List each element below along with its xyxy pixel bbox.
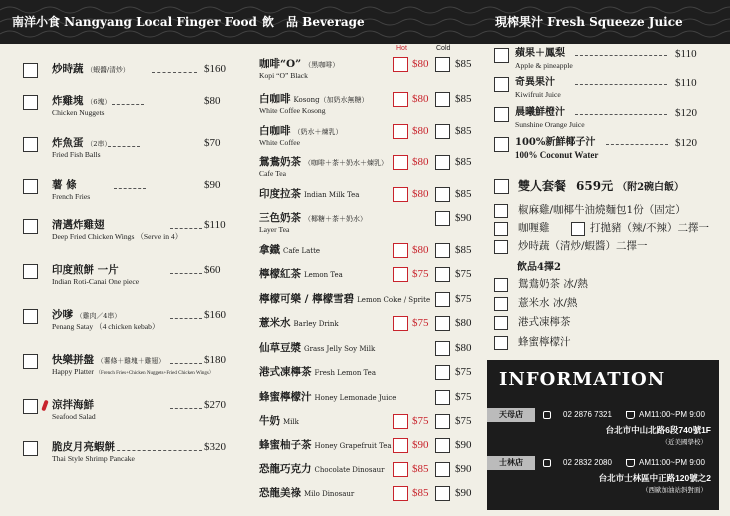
- beverage-note: （咖啡＋茶＋奶水＋煉乳）: [304, 159, 388, 167]
- section-beverage-title: 飲 品 Beverage: [262, 15, 365, 29]
- cold-checkbox[interactable]: [435, 124, 450, 139]
- hot-checkbox[interactable]: [393, 187, 408, 202]
- hot-price: $80: [412, 125, 429, 137]
- item-price: $110: [204, 219, 226, 231]
- leader-line: [575, 84, 667, 85]
- drink-checkbox[interactable]: [494, 316, 508, 330]
- item-name-zh: [52, 400, 94, 411]
- beverage-note: Indian Milk Tea: [304, 191, 360, 199]
- juice-checkbox[interactable]: [494, 77, 509, 92]
- item-zh-note: （雞肉／4串）: [76, 312, 122, 320]
- hot-checkbox[interactable]: [393, 57, 408, 72]
- information-panel: [487, 360, 719, 510]
- branch-hours: AM11:00~PM 9:00: [639, 410, 705, 419]
- leader-line: [170, 318, 202, 319]
- beverage-note: Lemon Coke / Sprite: [357, 296, 431, 304]
- branch-phone: 02 2832 2080: [563, 458, 612, 467]
- beverage-en: White Coffee Kosong: [259, 106, 326, 115]
- item-en: Happy Platter: [52, 367, 94, 376]
- item-en-note: （French Fries+Chicken Nuggets+Fried Chicken Wings）: [95, 371, 214, 376]
- item-name-zh: [52, 138, 111, 149]
- branch-hours: AM11:00~PM 9:00: [639, 458, 705, 467]
- cold-price: $85: [455, 125, 472, 137]
- item-zh: 炒時蔬: [52, 63, 84, 75]
- cold-checkbox[interactable]: [435, 486, 450, 501]
- beverage-note: Fresh Lemon Tea: [314, 369, 376, 377]
- beverage-name: [259, 294, 430, 305]
- item-name-en: [52, 233, 182, 241]
- branch-name: 士林店: [487, 456, 535, 470]
- beverage-zh: 咖啡“O”: [259, 58, 302, 70]
- set-drink: 薏米水 冰/熱: [518, 297, 578, 309]
- beverage-zh: 蜂蜜柚子茶: [259, 439, 312, 451]
- cold-checkbox[interactable]: [435, 316, 450, 331]
- set-drink-title: 飲品4擇2: [517, 262, 561, 273]
- cold-checkbox[interactable]: [435, 292, 450, 307]
- item-checkbox[interactable]: [23, 264, 38, 279]
- hot-price: $80: [412, 156, 429, 168]
- beverage-zh: 三色奶茶: [259, 212, 301, 224]
- juice-en: 100% Coconut Water: [515, 150, 599, 160]
- item-name-en: [52, 151, 101, 159]
- item-zh: 炸雞塊: [52, 95, 84, 107]
- set-checkbox[interactable]: [494, 179, 509, 194]
- cold-price: $85: [455, 58, 472, 70]
- leader-line: [170, 363, 202, 364]
- beverage-zh: 恐龍巧克力: [259, 463, 312, 475]
- item-name-en: [52, 455, 135, 463]
- juice-zh: 晨曦鮮橙汁: [515, 107, 565, 118]
- hot-checkbox[interactable]: [393, 316, 408, 331]
- beverage-name: [259, 157, 388, 168]
- beverage-name: [259, 189, 359, 200]
- beverage-zh: 港式凍檸茶: [259, 366, 312, 378]
- cold-checkbox[interactable]: [435, 211, 450, 226]
- beverage-note: Cafe Latte: [283, 247, 321, 255]
- item-zh: 快樂拼盤: [52, 354, 94, 366]
- branch-note: （西歐加油站斜對面）: [642, 487, 707, 494]
- leader-line: [170, 408, 202, 409]
- coffee-icon: [626, 411, 635, 419]
- beverage-zh: 牛奶: [259, 415, 280, 427]
- hot-checkbox[interactable]: [393, 243, 408, 258]
- item-en: Fried Fish Balls: [52, 150, 101, 159]
- set-drink: 蜂蜜檸檬汁: [518, 336, 571, 348]
- item-en: Chicken Nuggets: [52, 108, 105, 117]
- cold-price: $75: [455, 293, 472, 305]
- set-note: （附2碗白飯）: [617, 182, 685, 193]
- info-title: INFORMATION: [499, 369, 666, 390]
- item-en: Thai Style Shrimp Pancake: [52, 454, 135, 463]
- cold-checkbox[interactable]: [435, 243, 450, 258]
- beverage-name: [259, 126, 343, 137]
- item-en: Penang Satay （4 chicken kebab）: [52, 322, 160, 331]
- chili-icon: [41, 400, 49, 412]
- item-price: $160: [204, 63, 226, 75]
- hot-checkbox[interactable]: [393, 486, 408, 501]
- item-en: French Fries: [52, 192, 91, 201]
- beverage-name: [259, 245, 320, 256]
- beverage-zh: 白咖啡: [259, 93, 291, 105]
- cold-price: $90: [455, 212, 472, 224]
- cold-price: $75: [455, 415, 472, 427]
- item-checkbox[interactable]: [23, 354, 38, 369]
- beverage-name: [259, 59, 339, 70]
- beverage-name: [259, 464, 385, 475]
- item-checkbox[interactable]: [23, 441, 38, 456]
- beverage-zh: 印度拉茶: [259, 188, 301, 200]
- cold-price: $85: [455, 156, 472, 168]
- set-drink: 港式凍檸茶: [518, 316, 571, 328]
- item-name-en: [52, 278, 139, 286]
- section-finger-food-title: 南洋小食 Nangyang Local Finger Food: [12, 15, 257, 29]
- beverage-note: Milk: [283, 418, 299, 426]
- branch-phone: 02 2876 7321: [563, 410, 612, 419]
- branch-name: 天母店: [487, 408, 535, 422]
- cold-checkbox[interactable]: [435, 267, 450, 282]
- cold-checkbox[interactable]: [435, 438, 450, 453]
- beverage-name: [259, 440, 392, 451]
- juice-checkbox[interactable]: [494, 107, 509, 122]
- beverage-zh: 檸檬紅茶: [259, 268, 301, 280]
- beverage-name: [259, 269, 343, 280]
- leader-line: [170, 228, 202, 229]
- cold-price: $90: [455, 487, 472, 499]
- drink-checkbox[interactable]: [494, 297, 508, 311]
- leader-line: [575, 55, 667, 56]
- set-line: 炒時蔬（清炒/蝦醬）二擇一: [518, 240, 648, 252]
- beverage-name: [259, 416, 299, 427]
- beverage-note: Honey Lemonade Juice: [314, 394, 397, 402]
- beverage-en: Layer Tea: [259, 225, 290, 234]
- item-name-zh: [52, 355, 165, 366]
- cold-price: $85: [455, 188, 472, 200]
- cold-checkbox[interactable]: [435, 414, 450, 429]
- cold-checkbox[interactable]: [435, 187, 450, 202]
- beverage-note: Chocolate Dinosaur: [314, 466, 385, 474]
- beverage-note: Grass Jelly Soy Milk: [304, 345, 376, 353]
- item-zh: 炸魚蛋: [52, 137, 84, 149]
- set-title: 雙人套餐: [518, 179, 567, 193]
- beverage-zh: 恐龍美祿: [259, 487, 301, 499]
- cold-checkbox[interactable]: [435, 462, 450, 477]
- item-name-zh: [52, 220, 105, 231]
- phone-icon: [543, 411, 551, 419]
- item-en: Seafood Salad: [52, 412, 96, 421]
- beverage-name: [259, 94, 369, 105]
- cold-price: $80: [455, 317, 472, 329]
- leader-line: [108, 146, 140, 147]
- cold-price: $85: [455, 244, 472, 256]
- item-name-en: [52, 368, 214, 376]
- coffee-icon: [626, 459, 635, 467]
- cold-checkbox[interactable]: [435, 92, 450, 107]
- item-name-en: [52, 413, 96, 421]
- hot-price: $80: [412, 188, 429, 200]
- beverage-zh: 蜂蜜檸檬汁: [259, 391, 312, 403]
- beverage-zh: 鴛鴦奶茶: [259, 156, 301, 168]
- cold-price: $75: [455, 366, 472, 378]
- branch-address: 台北市中山北路6段740號1F: [605, 425, 711, 435]
- item-name-en: [52, 109, 105, 117]
- juice-en: Apple & pineapple: [515, 61, 573, 70]
- hot-checkbox[interactable]: [393, 92, 408, 107]
- cold-price: $75: [455, 268, 472, 280]
- hot-price: $75: [412, 415, 429, 427]
- set-drink: 鴛鴦奶茶 冰/熱: [518, 278, 588, 290]
- item-price: $60: [204, 264, 221, 276]
- juice-zh: 奇異果汁: [515, 77, 555, 88]
- item-name-zh: [52, 96, 111, 107]
- leader-line: [170, 273, 202, 274]
- leader-line: [112, 104, 144, 105]
- item-price: $70: [204, 137, 221, 149]
- leader-line: [112, 450, 202, 451]
- beverage-note: （黑咖啡）: [304, 61, 340, 69]
- beverage-name: [259, 392, 396, 403]
- header-bar: [0, 0, 730, 44]
- beverage-note: Milo Dinosaur: [304, 490, 355, 498]
- juice-zh: 蘋果＋鳳梨: [515, 48, 565, 59]
- hot-price: $75: [412, 268, 429, 280]
- hot-checkbox[interactable]: [393, 155, 408, 170]
- set-line: 椒麻雞/咖椰牛油燒麵包1份（固定）: [518, 204, 686, 216]
- beverage-zh: 仙草豆漿: [259, 342, 301, 354]
- juice-price: $110: [675, 77, 697, 89]
- juice-price: $120: [675, 107, 697, 119]
- hot-price: $80: [412, 58, 429, 70]
- beverage-zh: 檸檬可樂 / 檸檬雪碧: [259, 293, 355, 305]
- item-zh: 印度煎餅 一片: [52, 264, 119, 276]
- set-price: 659元: [576, 179, 614, 193]
- item-name-zh: [52, 442, 115, 453]
- item-checkbox[interactable]: [23, 399, 38, 414]
- cold-price: $90: [455, 463, 472, 475]
- cold-checkbox[interactable]: [435, 365, 450, 380]
- beverage-note: （奶水＋煉乳）: [293, 128, 343, 136]
- hot-price: $85: [412, 487, 429, 499]
- cold-checkbox[interactable]: [435, 341, 450, 356]
- cold-checkbox[interactable]: [435, 155, 450, 170]
- item-name-zh: [52, 310, 121, 321]
- cold-checkbox[interactable]: [435, 57, 450, 72]
- hot-column-label: Hot: [396, 45, 407, 52]
- cold-price: $90: [455, 439, 472, 451]
- item-zh: 涼拌海鮮: [52, 399, 94, 411]
- item-price: $320: [204, 441, 226, 453]
- item-checkbox[interactable]: [23, 179, 38, 194]
- hot-price: $90: [412, 439, 429, 451]
- item-checkbox[interactable]: [23, 219, 38, 234]
- item-zh-note: （薯條＋雞塊＋雞翅）: [97, 357, 165, 365]
- item-zh: 清邁炸雞翅: [52, 219, 105, 231]
- item-price: $270: [204, 399, 226, 411]
- hot-checkbox[interactable]: [393, 462, 408, 477]
- juice-price: $120: [675, 137, 697, 149]
- drink-checkbox[interactable]: [494, 336, 508, 350]
- cold-price: $75: [455, 391, 472, 403]
- leader-line: [114, 188, 146, 189]
- hot-price: $75: [412, 317, 429, 329]
- juice-zh: 100%新鮮椰子汁: [515, 137, 596, 148]
- beverage-name: [259, 213, 367, 224]
- section-juice-title: 現榨果汁 Fresh Squeeze Juice: [495, 15, 683, 29]
- item-name-zh: [52, 180, 77, 191]
- hot-checkbox[interactable]: [393, 438, 408, 453]
- juice-en: Sunshine Orange Juice: [515, 120, 585, 129]
- item-price: $160: [204, 309, 226, 321]
- cold-checkbox[interactable]: [435, 390, 450, 405]
- item-name-zh: [52, 64, 130, 75]
- item-zh-note: （2串）: [86, 140, 112, 148]
- beverage-note: Lemon Tea: [304, 271, 343, 279]
- item-zh: 沙嗲: [52, 309, 73, 321]
- juice-checkbox[interactable]: [494, 137, 509, 152]
- item-checkbox[interactable]: [23, 309, 38, 324]
- set-line: 打拋豬（辣/不辣）二擇一: [590, 222, 710, 234]
- branch-note: （近美國學校）: [661, 439, 707, 446]
- set-line-checkbox[interactable]: [494, 222, 508, 236]
- cold-column-label: Cold: [436, 45, 451, 52]
- beverage-name: [259, 367, 376, 378]
- phone-icon: [543, 459, 551, 467]
- leader-line: [606, 144, 668, 145]
- beverage-name: [259, 343, 375, 354]
- cold-price: $80: [455, 342, 472, 354]
- item-checkbox[interactable]: [23, 63, 38, 78]
- juice-checkbox[interactable]: [494, 48, 509, 63]
- beverage-zh: 拿鐵: [259, 244, 280, 256]
- hot-checkbox[interactable]: [393, 414, 408, 429]
- hot-price: $85: [412, 463, 429, 475]
- beverage-name: [259, 488, 354, 499]
- item-checkbox[interactable]: [23, 95, 38, 110]
- item-name-zh: [52, 265, 119, 276]
- hot-checkbox[interactable]: [393, 267, 408, 282]
- beverage-name: [259, 318, 339, 329]
- hot-price: $80: [412, 244, 429, 256]
- set-line-checkbox[interactable]: [494, 204, 508, 218]
- item-price: $90: [204, 179, 221, 191]
- item-checkbox[interactable]: [23, 137, 38, 152]
- beverage-zh: 白咖啡: [259, 125, 291, 137]
- set-line: 咖喱雞: [518, 222, 550, 234]
- set-line-checkbox[interactable]: [494, 240, 508, 254]
- beverage-en: White Coffee: [259, 138, 300, 147]
- beverage-note: Kosong（加奶水無糖）: [293, 96, 369, 104]
- hot-price: $80: [412, 93, 429, 105]
- beverage-zh: 薏米水: [259, 317, 291, 329]
- drink-checkbox[interactable]: [494, 278, 508, 292]
- item-name-en: [52, 193, 90, 201]
- item-zh: 脆皮月亮蝦餅: [52, 441, 115, 453]
- branch-address: 台北市士林區中正路120號之2: [598, 473, 711, 483]
- item-name-en: [52, 323, 160, 331]
- juice-en: Kiwifruit Juice: [515, 90, 561, 99]
- juice-price: $110: [675, 48, 697, 60]
- beverage-en: Cafe Tea: [259, 169, 286, 178]
- item-price: $180: [204, 354, 226, 366]
- item-zh-note: （6塊）: [86, 98, 112, 106]
- item-price: $80: [204, 95, 221, 107]
- beverage-en: Kopi “O” Black: [259, 71, 308, 80]
- item-zh-note: （蝦醬/清炒）: [86, 66, 130, 74]
- item-zh: 薯 條: [52, 179, 77, 191]
- item-en: Indian Roti-Canai One piece: [52, 277, 140, 286]
- item-en: Deep Fried Chicken Wings （Serve in 4）: [52, 232, 183, 241]
- set-title-row: [518, 180, 684, 193]
- set-line-checkbox[interactable]: [571, 222, 585, 236]
- cold-price: $85: [455, 93, 472, 105]
- beverage-note: Barley Drink: [293, 320, 339, 328]
- hot-checkbox[interactable]: [393, 124, 408, 139]
- beverage-note: Honey Grapefruit Tea: [314, 442, 392, 450]
- leader-line: [575, 114, 667, 115]
- leader-line: [152, 72, 197, 73]
- beverage-note: （椰糖＋茶＋奶水）: [304, 215, 367, 223]
